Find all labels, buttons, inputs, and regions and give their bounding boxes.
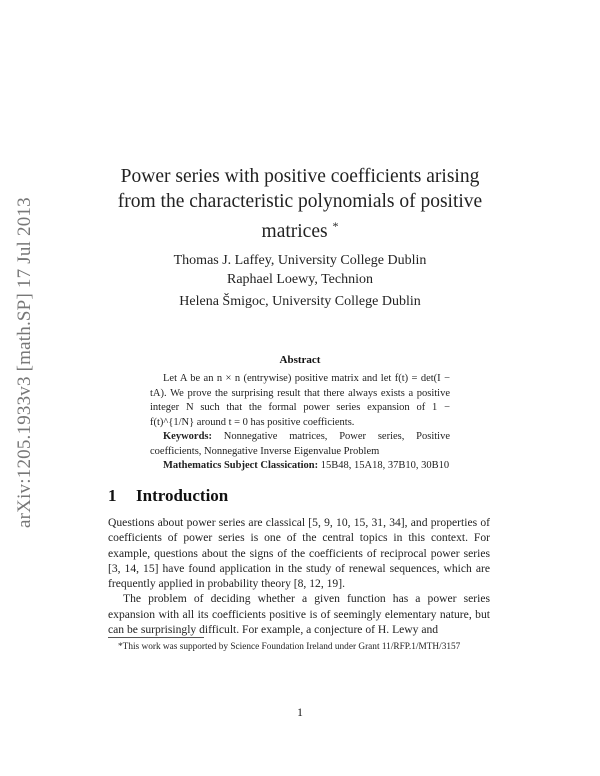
author-1: Thomas J. Laffey, University College Dublin	[173, 253, 427, 268]
abstract-text: Let A be an n × n (entrywise) positive matrix and let f(t) = det(I − tA). We prove the surprising result that there always exists a positive integer N such that the formal power series expansion of 1 − f(t)^{1/N} around t = 0 has positive coefficients.	[150, 373, 450, 428]
msc-label: Mathematics Subject Classication:	[163, 460, 319, 471]
title-line-3-text: matrices	[261, 221, 328, 242]
author-2: Raphael Loewy, Technion	[227, 272, 373, 287]
title-line-1: Power series with positive coefficients arising	[120, 166, 480, 187]
footnote	[108, 641, 490, 654]
title-line-2: from the characteristic polynomials of positive	[117, 191, 483, 212]
msc	[150, 459, 450, 474]
section-heading	[108, 486, 228, 506]
page-number: 1	[297, 707, 303, 719]
body-paragraph-2: The problem of deciding whether a given function has a power series expansion with all its coefficients positive is of seemingly elementary nature, but can be surprisingly difficult. For example, a conjecture of H. Lewy and	[108, 592, 490, 637]
title-line-3	[100, 214, 500, 244]
paper-title	[100, 164, 500, 244]
section-number: 1	[108, 486, 117, 505]
author-3: Helena Šmigoc, University College Dublin	[179, 294, 421, 309]
keywords-label: Keywords:	[163, 431, 212, 442]
keywords	[150, 430, 450, 459]
title-footnote-mark: *	[332, 219, 339, 233]
abstract-heading: Abstract	[279, 354, 321, 366]
section-title: Introduction	[136, 486, 229, 505]
abstract-body	[150, 372, 450, 474]
section-body	[108, 515, 490, 637]
msc-text: 15B48, 15A18, 37B10, 30B10	[320, 460, 450, 471]
footnote-text: *This work was supported by Science Foundation Ireland under Grant 11/RFP.1/MTH/3157	[118, 642, 461, 652]
keywords-text: Nonnegative matrices, Power series, Positive coefficients, Nonnegative Inverse Eigenvalue Problem	[150, 431, 450, 457]
footnote-rule	[108, 637, 204, 638]
arxiv-identifier: arXiv:1205.1933v3 [math.SP] 17 Jul 2013	[14, 197, 35, 528]
body-paragraph-1: Questions about power series are classical [5, 9, 10, 15, 31, 34], and properties of coefficients of power series is one of the central topics in this context. For example, questions about the signs of the coefficients of reciprocal power series [3, 14, 15] have found application in the study of renewal sequences, which are frequently applied in probability theory [8, 12, 19].	[108, 516, 490, 591]
